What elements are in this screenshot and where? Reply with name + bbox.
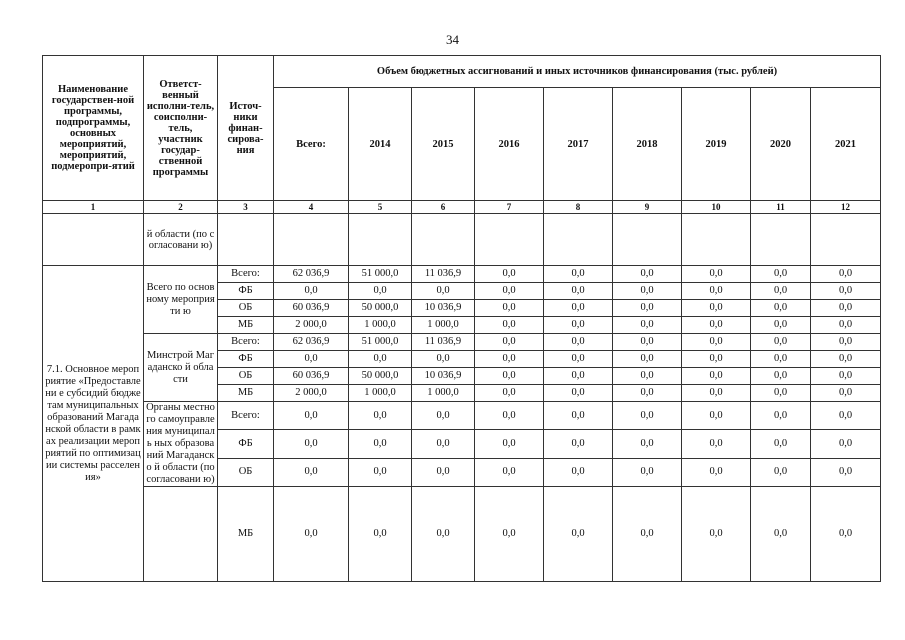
amount-cell: 1 000,0	[349, 385, 412, 402]
amount-cell: 0,0	[274, 487, 349, 582]
amount-cell: 0,0	[682, 300, 751, 317]
amount-cell: 0,0	[811, 402, 881, 430]
amount-cell: 0,0	[613, 334, 682, 351]
amount-cell: 11 036,9	[412, 266, 475, 283]
year-header: 2021	[811, 88, 881, 201]
amount-cell: 62 036,9	[274, 266, 349, 283]
amount-cell: 0,0	[751, 351, 811, 368]
amount-cell: 0,0	[412, 351, 475, 368]
amount-cell: 0,0	[274, 402, 349, 430]
amount-cell: 50 000,0	[349, 300, 412, 317]
funding-source: ОБ	[218, 368, 274, 385]
amount-cell: 0,0	[682, 385, 751, 402]
amount-cell: 0,0	[544, 368, 613, 385]
funding-source: ФБ	[218, 351, 274, 368]
table-row	[43, 487, 881, 582]
amount-cell: 0,0	[811, 351, 881, 368]
funding-source: ФБ	[218, 430, 274, 458]
amount-cell: 0,0	[544, 266, 613, 283]
amount-cell: 60 036,9	[274, 368, 349, 385]
funding-source: Всего:	[218, 334, 274, 351]
amount-cell: 0,0	[475, 300, 544, 317]
amount-cell: 0,0	[544, 300, 613, 317]
amount-cell: 0,0	[475, 283, 544, 300]
amount-cell: 0,0	[682, 317, 751, 334]
column-index: 10	[682, 201, 751, 214]
amount-cell: 0,0	[613, 368, 682, 385]
funding-source: МБ	[218, 385, 274, 402]
amount-cell: 0,0	[475, 487, 544, 582]
amount-cell: 0,0	[751, 334, 811, 351]
amount-cell: 0,0	[613, 430, 682, 458]
amount-cell: 10 036,9	[412, 300, 475, 317]
amount-cell: 1 000,0	[412, 317, 475, 334]
column-index: 4	[274, 201, 349, 214]
amount-cell: 0,0	[613, 402, 682, 430]
amount-cell: 51 000,0	[349, 334, 412, 351]
amount-cell: 0,0	[475, 402, 544, 430]
amount-cell: 0,0	[811, 317, 881, 334]
page-number: 34	[446, 32, 459, 47]
funding-source: Всего:	[218, 266, 274, 283]
executor-name: Всего по основному мероприяти ю	[144, 266, 218, 334]
amount-cell: 0,0	[412, 283, 475, 300]
amount-cell: 0,0	[475, 351, 544, 368]
funding-source: ОБ	[218, 300, 274, 317]
amount-cell: 0,0	[613, 385, 682, 402]
amount-cell: 0,0	[475, 430, 544, 458]
amount-cell: 0,0	[544, 487, 613, 582]
amount-cell: 0,0	[412, 430, 475, 458]
amount-cell: 0,0	[751, 300, 811, 317]
amount-cell: 0,0	[349, 458, 412, 486]
amount-cell: 0,0	[751, 266, 811, 283]
year-header: 2015	[412, 88, 475, 201]
amount-cell: 0,0	[613, 300, 682, 317]
budget-table	[42, 55, 881, 582]
column-index: 11	[751, 201, 811, 214]
header-executor: Ответст-венный исполни-тель, соисполни-тель, участник государ-ственной программы	[144, 56, 218, 201]
funding-source: ФБ	[218, 283, 274, 300]
amount-cell: 0,0	[412, 487, 475, 582]
amount-cell: 0,0	[475, 317, 544, 334]
amount-cell: 0,0	[274, 351, 349, 368]
amount-cell: 60 036,9	[274, 300, 349, 317]
amount-cell: 0,0	[475, 368, 544, 385]
amount-cell: 10 036,9	[412, 368, 475, 385]
funding-source: Всего:	[218, 402, 274, 430]
amount-cell: 0,0	[613, 266, 682, 283]
amount-cell: 0,0	[475, 334, 544, 351]
amount-cell: 0,0	[349, 283, 412, 300]
measure-name: 7.1. Основное мероприятие «Предоставлени е субсидий бюджетам муниципальных образований Магаданской области в рамках реализации мероприятий по оптимизации системы расселения»	[43, 266, 144, 582]
column-index: 7	[475, 201, 544, 214]
amount-cell: 0,0	[682, 458, 751, 486]
executor-name: Органы местного самоуправле ния муниципаль ных образований Магаданско й области (по согласовани ю)	[144, 402, 218, 487]
column-index: 6	[412, 201, 475, 214]
amount-cell: 0,0	[682, 430, 751, 458]
table-row	[43, 266, 881, 283]
funding-source: ОБ	[218, 458, 274, 486]
column-index: 8	[544, 201, 613, 214]
amount-cell: 0,0	[751, 487, 811, 582]
amount-cell: 0,0	[811, 334, 881, 351]
amount-cell: 0,0	[613, 458, 682, 486]
amount-cell: 0,0	[544, 283, 613, 300]
column-index: 12	[811, 201, 881, 214]
amount-cell: 51 000,0	[349, 266, 412, 283]
amount-cell: 1 000,0	[349, 317, 412, 334]
amount-cell: 0,0	[811, 458, 881, 486]
amount-cell: 0,0	[751, 430, 811, 458]
amount-cell: 0,0	[274, 283, 349, 300]
funding-source: МБ	[218, 487, 274, 582]
amount-cell: 0,0	[475, 266, 544, 283]
header-funding-source: Источ-ники финан-сирова-ния	[218, 56, 274, 201]
amount-cell: 0,0	[544, 334, 613, 351]
amount-cell: 0,0	[613, 487, 682, 582]
amount-cell: 0,0	[682, 351, 751, 368]
amount-cell: 0,0	[544, 351, 613, 368]
amount-cell: 0,0	[475, 385, 544, 402]
amount-cell: 0,0	[811, 430, 881, 458]
amount-cell: 0,0	[475, 458, 544, 486]
amount-cell: 0,0	[412, 402, 475, 430]
amount-cell: 0,0	[811, 300, 881, 317]
column-index: 9	[613, 201, 682, 214]
amount-cell: 0,0	[682, 266, 751, 283]
amount-cell: 0,0	[412, 458, 475, 486]
amount-cell: 2 000,0	[274, 317, 349, 334]
amount-cell: 0,0	[751, 368, 811, 385]
amount-cell: 0,0	[613, 351, 682, 368]
executor-continuation	[144, 487, 218, 582]
amount-cell: 0,0	[751, 458, 811, 486]
year-header: 2020	[751, 88, 811, 201]
amount-cell: 0,0	[544, 317, 613, 334]
amount-cell: 0,0	[682, 368, 751, 385]
amount-cell: 0,0	[349, 351, 412, 368]
amount-cell: 0,0	[751, 385, 811, 402]
amount-cell: 0,0	[349, 430, 412, 458]
amount-cell: 0,0	[751, 402, 811, 430]
amount-cell: 0,0	[349, 487, 412, 582]
amount-cell: 11 036,9	[412, 334, 475, 351]
amount-cell: 0,0	[349, 402, 412, 430]
year-header: 2018	[613, 88, 682, 201]
funding-source: МБ	[218, 317, 274, 334]
amount-cell: 0,0	[544, 402, 613, 430]
amount-cell: 0,0	[613, 317, 682, 334]
column-index: 5	[349, 201, 412, 214]
executor-name: Минстрой Магаданско й области	[144, 334, 218, 402]
amount-cell: 0,0	[682, 334, 751, 351]
amount-cell: 0,0	[544, 385, 613, 402]
column-index: 2	[144, 201, 218, 214]
carry-col1	[43, 214, 144, 266]
year-header: 2017	[544, 88, 613, 201]
header-program-name: Наименование государствен-ной программы, подпрограммы, основных мероприятий, мероприятий, подмеропри-ятий	[43, 56, 144, 201]
column-index: 3	[218, 201, 274, 214]
amount-cell: 62 036,9	[274, 334, 349, 351]
amount-cell: 0,0	[811, 368, 881, 385]
amount-cell: 0,0	[544, 430, 613, 458]
year-header: 2019	[682, 88, 751, 201]
amount-cell: 0,0	[811, 487, 881, 582]
amount-cell: 1 000,0	[412, 385, 475, 402]
year-header: 2016	[475, 88, 544, 201]
header-funding-volume: Объем бюджетных ассигнований и иных источников финансирования (тыс. рублей)	[274, 56, 881, 88]
year-header: 2014	[349, 88, 412, 201]
table-row	[43, 402, 881, 430]
amount-cell: 0,0	[682, 487, 751, 582]
amount-cell: 2 000,0	[274, 385, 349, 402]
amount-cell: 0,0	[682, 402, 751, 430]
amount-cell: 0,0	[811, 266, 881, 283]
amount-cell: 0,0	[682, 283, 751, 300]
amount-cell: 0,0	[751, 317, 811, 334]
table-row	[43, 334, 881, 351]
amount-cell: 0,0	[613, 283, 682, 300]
carry-executor: й области (по согласовани ю)	[144, 214, 218, 266]
amount-cell: 50 000,0	[349, 368, 412, 385]
column-index: 1	[43, 201, 144, 214]
amount-cell: 0,0	[811, 283, 881, 300]
year-header: Всего:	[274, 88, 349, 201]
amount-cell: 0,0	[811, 385, 881, 402]
amount-cell: 0,0	[274, 458, 349, 486]
amount-cell: 0,0	[544, 458, 613, 486]
amount-cell: 0,0	[274, 430, 349, 458]
amount-cell: 0,0	[751, 283, 811, 300]
